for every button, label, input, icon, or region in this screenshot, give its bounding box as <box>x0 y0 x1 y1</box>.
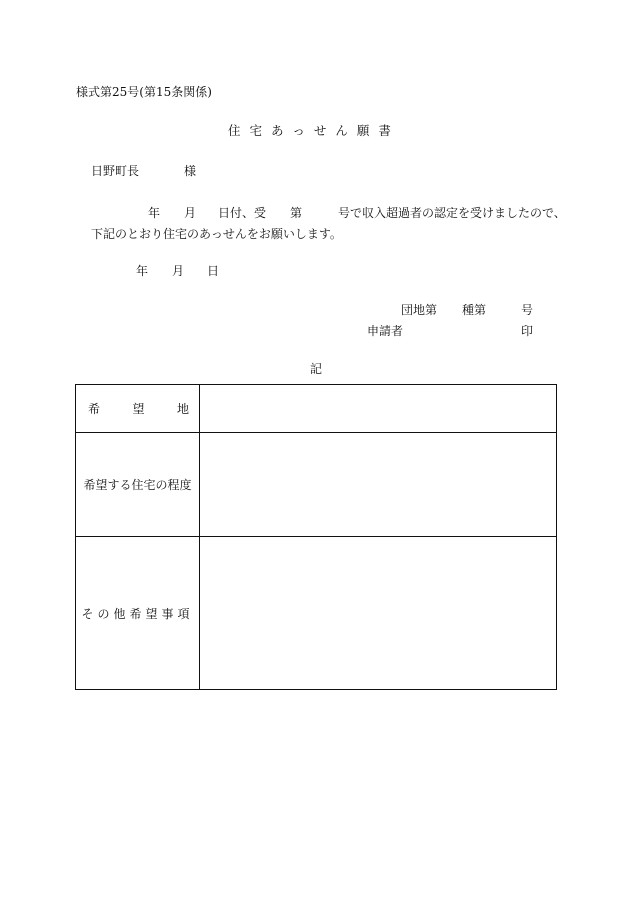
applicant-shu: 種第 <box>462 303 487 317</box>
date-day: 日 <box>207 264 220 278</box>
applicant-label: 申請者 <box>367 324 404 338</box>
applicant-danchi: 団地第 <box>401 303 438 317</box>
addressee-honorific: 様 <box>184 164 197 178</box>
body-month: 月 <box>184 206 197 220</box>
request-table <box>75 384 557 690</box>
label-char: 望 <box>132 402 145 416</box>
body-line1-rest: 号で収入超過者の認定を受けましたので、 <box>338 206 566 220</box>
label-char: 地 <box>176 402 189 416</box>
other-requests-field[interactable] <box>200 537 557 690</box>
table-row <box>76 537 557 690</box>
table-row <box>76 433 557 537</box>
date-month: 月 <box>172 264 185 278</box>
other-requests-label <box>76 537 200 690</box>
table-label-cell <box>76 385 200 433</box>
housing-level-label: 希望する住宅の程度 <box>76 433 200 537</box>
housing-level-field[interactable] <box>200 433 557 537</box>
desired-location-field[interactable] <box>200 385 557 433</box>
ki-heading: 記 <box>310 362 323 376</box>
body-dai: 第 <box>290 206 303 220</box>
form-number: 様式第25号(第15条関係) <box>76 85 212 99</box>
label-char: 希 <box>88 402 101 416</box>
other-requests-label-text: その他希望事項 <box>81 606 194 621</box>
applicant-seal: 印 <box>521 324 534 338</box>
date-year: 年 <box>136 264 149 278</box>
body-line2: 下記のとおり住宅のあっせんをお願いします。 <box>91 227 342 241</box>
page-title: 住宅あっせん願書 <box>228 123 400 138</box>
addressee-name: 日野町長 <box>91 164 140 178</box>
body-year: 年 <box>148 206 161 220</box>
body-day-received: 日付、受 <box>218 206 267 220</box>
desired-location-label <box>76 400 199 417</box>
applicant-go: 号 <box>521 303 534 317</box>
table-row <box>76 385 557 433</box>
